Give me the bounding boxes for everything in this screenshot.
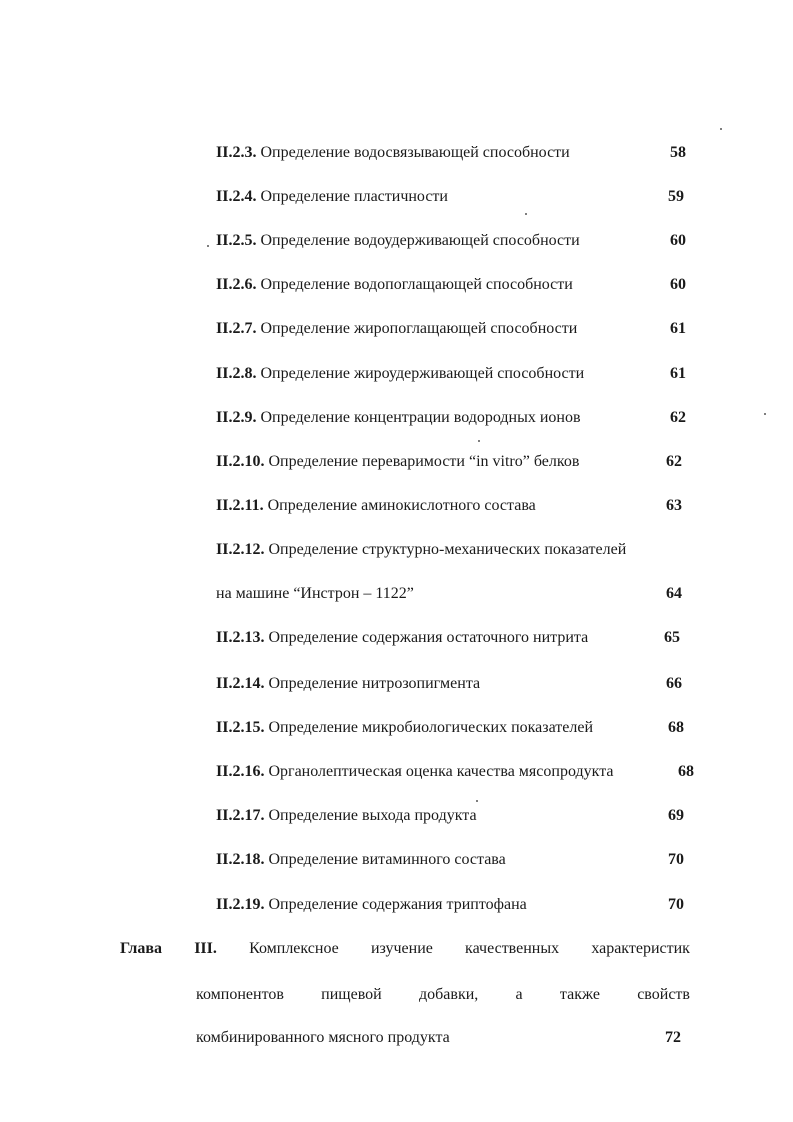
toc-entry-code: II.2.15. xyxy=(216,719,265,736)
toc-entry xyxy=(216,848,690,872)
toc-entry-continuation xyxy=(216,582,690,606)
chapter-title-end: комбинированного мясного продукта xyxy=(196,1029,450,1046)
toc-entry xyxy=(216,538,690,562)
toc-entry-page: 69 xyxy=(668,807,684,824)
chapter-word: Комплексное xyxy=(249,940,339,957)
scan-speck xyxy=(476,800,478,802)
toc-entry-code: II.2.7. xyxy=(216,320,257,337)
toc-entry xyxy=(216,317,690,341)
toc-entry xyxy=(216,626,690,650)
toc-entry xyxy=(216,760,694,784)
toc-entry-code: II.2.17. xyxy=(216,807,265,824)
scan-speck xyxy=(764,413,766,415)
chapter-word: также xyxy=(559,986,600,1003)
chapter-line-2 xyxy=(196,983,690,1007)
chapter-label: Глава xyxy=(120,940,162,957)
toc-entry-code: II.2.13. xyxy=(216,629,265,646)
toc-entry-title: Определение содержания триптофана xyxy=(268,896,527,913)
toc-entry-page: 68 xyxy=(668,719,684,736)
toc-entry xyxy=(216,893,690,917)
chapter-word: компонентов xyxy=(196,986,284,1003)
chapter-line-3 xyxy=(196,1026,690,1050)
toc-entry xyxy=(216,229,690,253)
chapter-word: а xyxy=(515,986,523,1003)
toc-entry xyxy=(216,672,690,696)
toc-entry-title: Определение витаминного состава xyxy=(268,851,506,868)
toc-entry-code: II.2.9. xyxy=(216,409,257,426)
toc-entry-title: Органолептическая оценка качества мясопродукта xyxy=(268,763,614,780)
toc-entry-title: Определение нитрозопигмента xyxy=(268,675,481,692)
toc-entry-title: Определение концентрации водородных ионов xyxy=(260,409,581,426)
toc-entry-title: Определение пластичности xyxy=(260,188,448,205)
toc-entry-page: 61 xyxy=(670,365,686,382)
toc-entry-continuation-text: на машине “Инстрон – 1122” xyxy=(216,585,414,602)
toc-entry-page: 59 xyxy=(668,188,684,205)
toc-entry-title: Определение водосвязывающей способности xyxy=(260,144,570,161)
toc-entry-title: Определение содержания остаточного нитрита xyxy=(268,629,589,646)
toc-entry xyxy=(216,406,690,430)
toc-entry-page: 70 xyxy=(668,896,684,913)
toc-entry xyxy=(216,716,690,740)
toc-entry-code: II.2.11. xyxy=(216,497,264,514)
toc-entry-page: 61 xyxy=(670,320,686,337)
toc-entry-code: II.2.4. xyxy=(216,188,257,205)
toc-entry-page: 66 xyxy=(666,675,682,692)
toc-entry-page: 64 xyxy=(666,585,682,602)
toc-entry-code: II.2.8. xyxy=(216,365,257,382)
scan-speck xyxy=(720,128,722,130)
toc-entry xyxy=(216,273,690,297)
toc-entry-page: 58 xyxy=(670,144,686,161)
toc-entry-page: 62 xyxy=(670,409,686,426)
toc-entry-code: II.2.14. xyxy=(216,675,265,692)
toc-entry xyxy=(216,185,690,209)
scan-speck xyxy=(207,245,209,247)
toc-entry-title: Определение жиропоглащающей способности xyxy=(260,320,578,337)
chapter-line-1 xyxy=(120,937,690,961)
toc-entry xyxy=(216,494,690,518)
toc-entry-title: Определение жироудерживающей способности xyxy=(260,365,585,382)
toc-entry-code: II.2.18. xyxy=(216,851,265,868)
toc-entry xyxy=(216,804,690,828)
scan-speck xyxy=(525,213,527,215)
toc-entry-page: 62 xyxy=(666,453,682,470)
toc-entry-code: II.2.10. xyxy=(216,453,265,470)
chapter-word: характеристик xyxy=(591,940,690,957)
toc-entry-page: 63 xyxy=(666,497,682,514)
chapter-word: качественных xyxy=(465,940,560,957)
toc-entry-code: II.2.3. xyxy=(216,144,257,161)
toc-entry-title: Определение выхода продукта xyxy=(268,807,477,824)
toc-entry-page: 70 xyxy=(668,851,684,868)
toc-entry xyxy=(216,141,690,165)
chapter-word: пищевой xyxy=(321,986,382,1003)
toc-entry-title: Определение микробиологических показателей xyxy=(268,719,594,736)
toc-entry-title: Определение переваримости “in vitro” белков xyxy=(268,453,580,470)
chapter-number: III. xyxy=(194,940,217,957)
toc-entry-page: 68 xyxy=(678,763,694,780)
toc-entry-title: Определение аминокислотного состава xyxy=(267,497,536,514)
toc-entry-page: 60 xyxy=(670,232,686,249)
toc-entry-title: Определение водоудерживающей способности xyxy=(260,232,580,249)
toc-entry-code: II.2.12. xyxy=(216,541,265,558)
toc-entry-code: II.2.19. xyxy=(216,896,265,913)
toc-entry-page: 60 xyxy=(670,276,686,293)
scan-speck xyxy=(478,440,480,442)
chapter-word: свойств xyxy=(637,986,690,1003)
toc-entry-title: Определение структурно-механических показателей xyxy=(268,541,627,558)
chapter-word: изучение xyxy=(370,940,433,957)
toc-entry-code: II.2.16. xyxy=(216,763,265,780)
toc-entry xyxy=(216,450,690,474)
toc-entry-title: Определение водопоглащающей способности xyxy=(260,276,573,293)
toc-entry-code: II.2.5. xyxy=(216,232,257,249)
chapter-page: 72 xyxy=(665,1029,681,1046)
chapter-word: добавки, xyxy=(419,986,479,1003)
toc-entry xyxy=(216,362,690,386)
toc-entry-page: 65 xyxy=(664,629,680,646)
toc-entry-code: II.2.6. xyxy=(216,276,257,293)
